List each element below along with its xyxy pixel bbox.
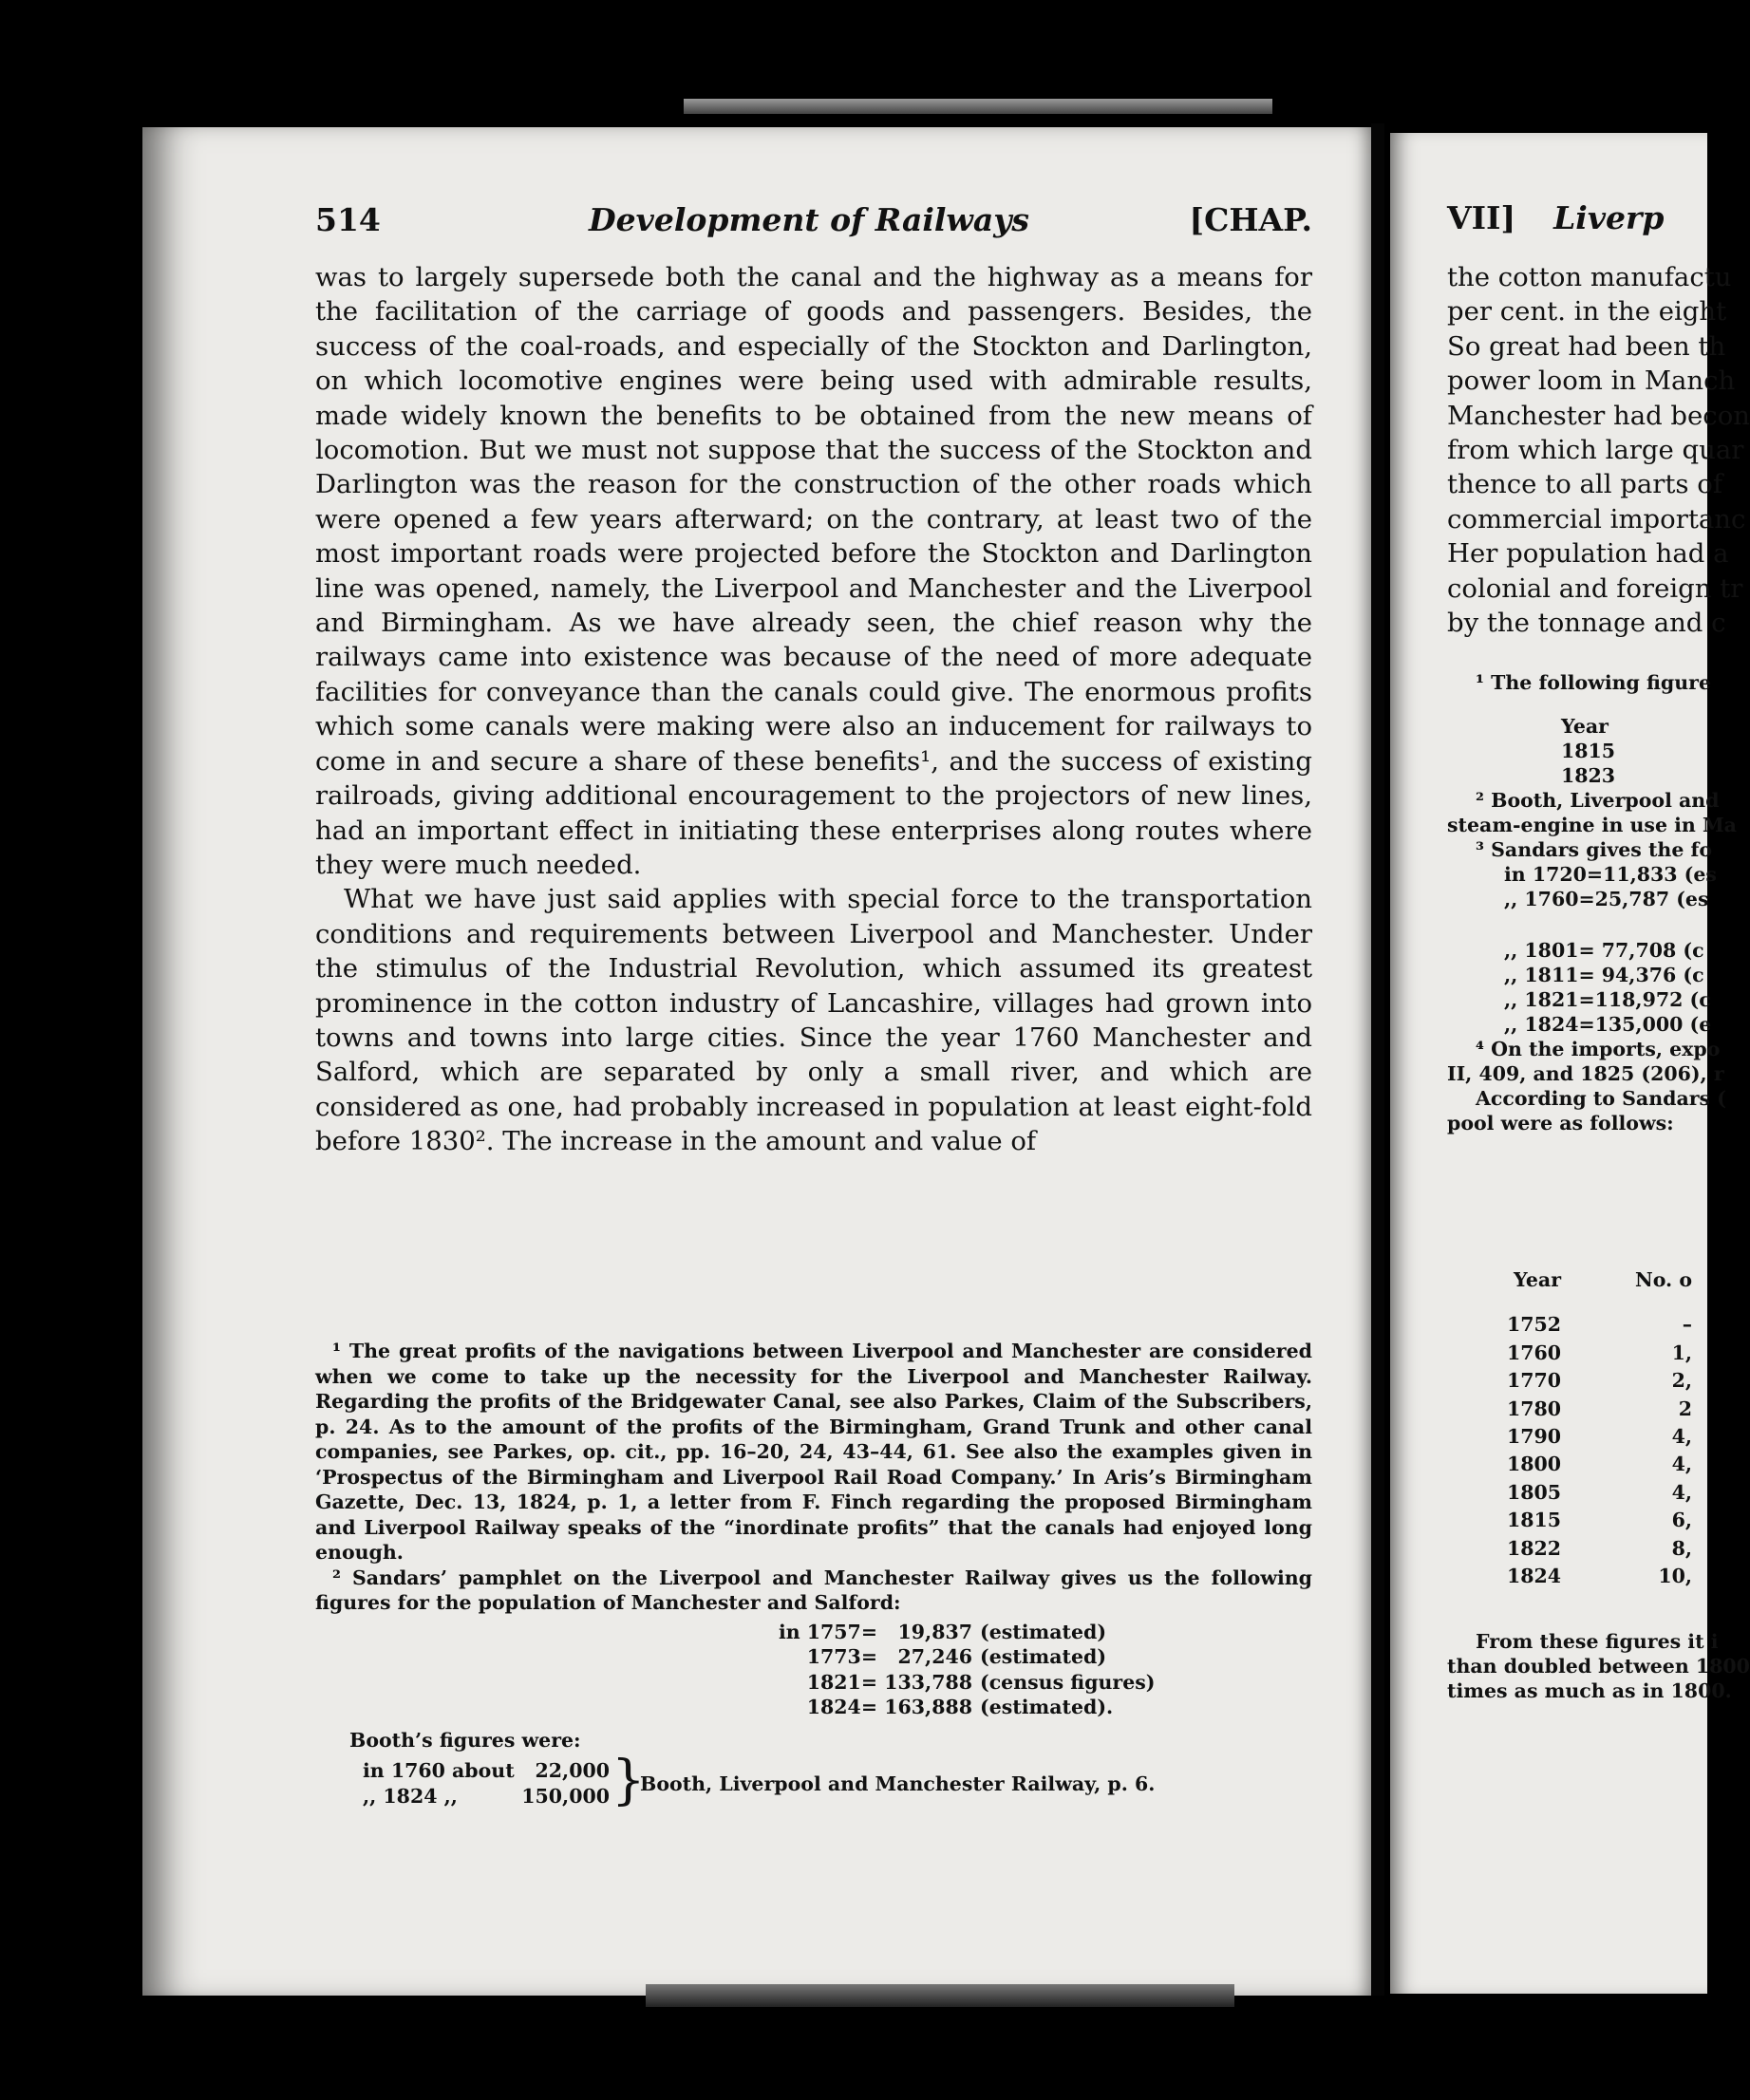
right-note-line: steam-engine in use in Ma	[1447, 814, 1737, 836]
booth-row	[363, 1758, 613, 1784]
right-note-line: ,, 1811= 94,376 (c	[1504, 964, 1704, 986]
right-note-line: ² Booth, Liverpool and	[1476, 789, 1720, 812]
table-row	[708, 1670, 1312, 1696]
table-cell-value: 2,	[1671, 1369, 1692, 1393]
table-row	[708, 1695, 1312, 1720]
population-note: (estimated)	[980, 1645, 1107, 1668]
paragraph: was to largely supersede both the canal and the highway as a means for the facilitation of the carriage of goods and passengers. Besides, the success of the coal-roads, and especially of the Stockton and Darlington, on which locomotive engines were being used with admirable results, made widely known the benefits to be obtained from the new means of locomotion. But we must not suppose that the success of the Stockton and Darlington was the reason for the construction of the other roads which were opened a few years afterward; on the contrary, at least two of the most important roads were projected before the Stockton and Darlington line was opened, namely, the Liverpool and Manchester and the Liverpool and Birmingham. As we have already seen, the chief reason why the railways came into existence was because of the need of more adequate facilities for conveyance than the canals could give. The enormous profits which some canals were making were also an inducement for railways to come in and secure a share of these benefits¹, and the success of existing railroads, giving additional encouragement to the projectors of new lines, had an important effect in initiating these enterprises along routes where they were much needed.	[315, 262, 1312, 880]
right-tonnage-table	[1447, 1268, 1692, 1592]
booth-row	[363, 1784, 613, 1809]
population-year: 1821=	[806, 1670, 877, 1694]
right-note-line: ,, 1760=25,787 (es	[1504, 888, 1709, 910]
right-note-line: 1823	[1561, 764, 1616, 787]
table-cell-value: 6,	[1671, 1509, 1692, 1532]
right-note-line: ,, 1821=118,972 (c	[1504, 988, 1711, 1011]
booth-figures	[363, 1750, 1312, 1813]
table-cell-value: 4,	[1671, 1480, 1692, 1504]
table-cell-value: 1,	[1671, 1341, 1692, 1364]
table-cell-year: 1805	[1506, 1480, 1561, 1504]
body-text	[315, 260, 1312, 1159]
right-line: So great had been th	[1447, 330, 1726, 362]
table-cell-year: 1800	[1506, 1453, 1561, 1476]
table-row	[1447, 1453, 1692, 1480]
right-line: the cotton manufactu	[1447, 262, 1732, 292]
right-note-line: According to Sandars (	[1476, 1087, 1726, 1110]
population-note: (estimated).	[980, 1696, 1114, 1718]
booth-label: ,, 1824 ,,	[363, 1785, 458, 1808]
book-top-edge	[684, 99, 1272, 114]
table-header-row	[1447, 1268, 1692, 1296]
booth-lines	[363, 1758, 613, 1809]
right-note-line: II, 409, and 1825 (206), r	[1447, 1062, 1724, 1085]
booth-value: 22,000	[535, 1759, 610, 1782]
table-cell-year: 1780	[1506, 1397, 1561, 1420]
table-row	[1447, 1565, 1692, 1592]
right-note-line: Year	[1561, 715, 1609, 738]
table-row	[1447, 1341, 1692, 1369]
right-tail-line: times as much as in 1800.	[1447, 1679, 1732, 1702]
table-cell-year: 1770	[1506, 1369, 1561, 1393]
right-running-title: Liverp	[1553, 199, 1665, 236]
right-note-line: 1815	[1561, 740, 1616, 762]
right-line: from which large quar	[1447, 434, 1744, 465]
right-line: by the tonnage and c	[1447, 607, 1726, 638]
table-cell-year: 1752	[1506, 1313, 1561, 1337]
table-cell-year: 1815	[1506, 1509, 1561, 1532]
footnotes	[315, 1339, 1312, 1813]
right-line: power loom in Manch	[1447, 366, 1736, 397]
right-body-text	[1447, 260, 1750, 640]
right-note-line: ³ Sandars gives the fo	[1476, 838, 1713, 861]
book-bottom-edge	[646, 1984, 1234, 2007]
book-spine	[1371, 123, 1384, 1996]
right-note-line: ⁴ On the imports, expo	[1476, 1038, 1721, 1060]
booth-heading: Booth’s figures were:	[349, 1728, 581, 1752]
population-table	[708, 1620, 1312, 1720]
table-row	[1447, 1369, 1692, 1397]
table-cell-year: 1824	[1506, 1564, 1561, 1587]
right-note-line: ,, 1801= 77,708 (c	[1504, 939, 1704, 962]
booth-value: 150,000	[521, 1785, 610, 1808]
right-running-head	[1447, 199, 1664, 236]
table-row	[1447, 1481, 1692, 1509]
right-note-line: ,, 1824=135,000 (e	[1504, 1013, 1712, 1036]
right-tail-line: than doubled between 1800	[1447, 1655, 1750, 1678]
running-title: Development of Railways	[589, 201, 1029, 238]
population-value: 27,246	[897, 1645, 972, 1668]
table-row	[708, 1644, 1312, 1670]
right-footnotes	[1447, 670, 1737, 1135]
right-page	[1390, 133, 1750, 1994]
footnote-1: ¹ The great profits of the navigations between Liverpool and Manchester are considered when we come to take up the necessity for the Liverpool and Manchester Railway. Regarding the profits of the Bridgewater Canal, see also Parkes, Claim of the Subscribers, p. 24. As to the amount of the profits of the Birmingham, Grand Trunk and other canal companies, see Parkes, op. cit., pp. 16–20, 24, 43–44, 61. See also the examples given in ‘Prospectus of the Birmingham and Liverpool Rail Road Company.’ In Aris’s Birmingham Gazette, Dec. 13, 1824, p. 1, a letter from F. Finch regarding the proposed Birmingham and Liverpool Railway speaks of the “inordinate profits” that the canals had enjoyed long enough.	[315, 1340, 1312, 1564]
right-note-line: in 1720=11,833 (es	[1504, 863, 1717, 886]
right-line: Her population had a	[1447, 538, 1729, 570]
right-line: colonial and foreign tr	[1447, 572, 1743, 604]
table-cell-value: 4,	[1671, 1424, 1692, 1448]
population-value: 19,837	[897, 1620, 972, 1643]
right-line: commercial importanc	[1447, 503, 1746, 534]
brace-glyph: }	[612, 1750, 646, 1811]
right-line: Manchester had becon	[1447, 400, 1750, 431]
paragraph: What we have just said applies with special force to the transportation conditions and requirements between Liverpool and Manchester. Under the stimulus of the Industrial Revolution, which assumed its greatest prominence in the cotton industry of Lancashire, villages had grown into towns and towns into large cities. Since the year 1760 Manchester and Salford, which are separated by only a small river, and which are considered as one, had probably increased in population at least eight-fold before 1830². The increase in the amount and value of	[315, 884, 1312, 1157]
population-year: 1773=	[806, 1645, 877, 1668]
table-row	[1447, 1397, 1692, 1425]
footnote-2: ² Sandars’ pamphlet on the Liverpool and Manchester Railway gives us the following figures for the population of Manchester and Salford:	[315, 1566, 1312, 1614]
population-note: (census figures)	[980, 1670, 1156, 1694]
table-row	[1447, 1509, 1692, 1536]
page-number: 514	[315, 201, 381, 238]
table-row	[1447, 1425, 1692, 1453]
population-value: 163,888	[884, 1696, 972, 1718]
table-cell-value: 2	[1678, 1397, 1692, 1420]
table-row	[1447, 1313, 1692, 1341]
table-cell-value: –	[1682, 1313, 1692, 1337]
population-year: 1824=	[806, 1696, 877, 1718]
table-row	[708, 1620, 1312, 1645]
right-tail-text	[1447, 1629, 1750, 1703]
table-header-col: No. o	[1635, 1268, 1692, 1291]
right-note-line: ¹ The following figure	[1476, 671, 1711, 694]
right-tail-line: From these figures it i	[1476, 1630, 1719, 1653]
table-header-year: Year	[1514, 1268, 1561, 1291]
chapter-label: [CHAP.	[1189, 201, 1312, 238]
table-cell-value: 4,	[1671, 1453, 1692, 1476]
running-head	[315, 201, 1312, 249]
table-cell-value: 10,	[1658, 1564, 1692, 1587]
population-year: in 1757=	[778, 1620, 877, 1643]
right-note-line: pool were as follows:	[1447, 1112, 1674, 1134]
table-cell-value: 8,	[1671, 1536, 1692, 1560]
table-row	[1447, 1537, 1692, 1565]
table-cell-year: 1790	[1506, 1424, 1561, 1448]
right-line: thence to all parts of	[1447, 469, 1723, 500]
booth-reference: Booth, Liverpool and Manchester Railway, p. 6.	[640, 1772, 1156, 1795]
population-value: 133,788	[884, 1670, 972, 1694]
right-chapter-label: VII]	[1447, 199, 1516, 236]
booth-label: in 1760 about	[363, 1759, 515, 1782]
table-cell-year: 1760	[1506, 1341, 1561, 1364]
table-cell-year: 1822	[1506, 1536, 1561, 1560]
population-note: (estimated)	[980, 1620, 1107, 1643]
right-line: per cent. in the eight	[1447, 296, 1727, 328]
